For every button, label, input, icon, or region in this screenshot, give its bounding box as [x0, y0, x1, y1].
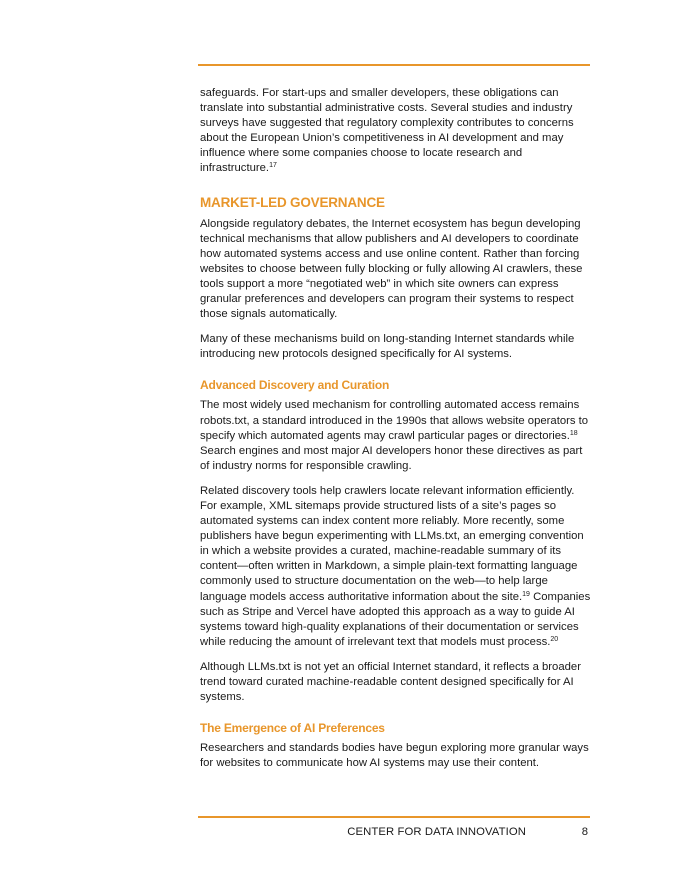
- footer-organization: CENTER FOR DATA INNOVATION: [347, 826, 526, 838]
- section-heading-market-led-governance: MARKET-LED GOVERNANCE: [200, 194, 385, 210]
- paragraph-llms-standard: Although LLMs.txt is not yet an official Internet standard, it reflects a broader trend toward curated machine-readable content designed specifically for AI systems.: [200, 660, 581, 704]
- footer-rule: [198, 816, 590, 818]
- paragraph-preferences: Researchers and standards bodies have begun exploring more granular ways for websites to communicate how AI systems may use their content.: [200, 742, 589, 770]
- footnote-ref-17[interactable]: 17: [269, 162, 277, 170]
- header-rule: [198, 64, 590, 66]
- footnote-ref-20[interactable]: 20: [550, 635, 559, 643]
- paragraph-robots-txt: The most widely used mechanism for controlling automated access remains robots.txt, a standard introduced in the 1990s that allows website operators to specify which automated agents may crawl particular pages or directories.$^{18}$ Search engines and most major AI developers honor these directives as part of industry norms for responsible crawling.: [200, 399, 589, 472]
- footnote-ref-18[interactable]: 18: [569, 429, 578, 437]
- subsection-heading-ai-preferences: The Emergence of AI Preferences: [200, 721, 385, 736]
- paragraph-intro: safeguards. For start-ups and smaller developers, these obligations can translate into substantial administrative costs. Several studies and industry surveys have suggested that regulatory complexity contributes to concerns about the European Union’s competitiveness in AI development and may influence where some companies choose to locate research and infrastructure.$^{17}$: [200, 87, 574, 175]
- paragraph-llms-txt: Related discovery tools help crawlers locate relevant information efficiently. For example, XML sitemaps provide structured lists of a site’s pages so automated systems can index content more reliably. More recently, some publishers have begun experimenting with LLMs.txt, an emerging convention in which a website provides a curated, machine-readable summary of its content—often written in Markdown, a simple plain-text formatting language commonly used to structure documentation on the web—to help large language models access authoritative information about the site.$^{19}$ Companies such as Stripe and Vercel have adopted this approach as a way to guide AI systems toward high-quality explanations of their documentation or services while reducing the amount of irrelevant text that models must process.$^{20}$: [200, 484, 591, 648]
- page-number: 8: [581, 826, 588, 838]
- paragraph-mechanisms: Many of these mechanisms build on long-standing Internet standards while introducing new protocols designed specifically for AI systems.: [200, 333, 575, 361]
- footnote-ref-19[interactable]: 19: [522, 590, 530, 598]
- page-body: [200, 86, 592, 781]
- subsection-heading-discovery: Advanced Discovery and Curation: [200, 378, 390, 393]
- paragraph-ecosystem: Alongside regulatory debates, the Internet ecosystem has begun developing technical mechanisms that allow publishers and AI developers to coordinate how automated systems access and use online content. Rather than forcing websites to choose between fully blocking or fully allowing AI crawlers, these tools support a more “negotiated web” in which site owners can express granular preferences and developers can program their systems to respect those signals automatically.: [200, 217, 583, 321]
